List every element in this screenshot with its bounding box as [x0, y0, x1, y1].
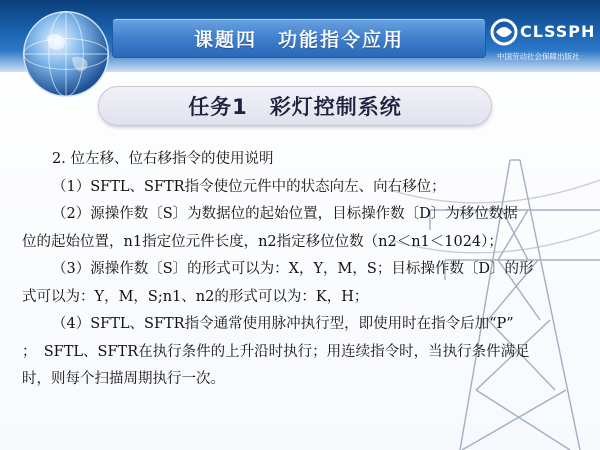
subtitle-bar: [98, 86, 492, 126]
text-line: 位的起始位置，n1指定位元件长度，n2指定移位位数（n2＜n1＜1024）；: [22, 233, 503, 250]
section-heading: 2. 位左移、位右移指令的使用说明: [52, 151, 274, 167]
logo-text: CLSSPH: [520, 22, 596, 41]
publisher-logo: [488, 14, 598, 66]
text-line: （3）源操作数〔S〕的形式可以为：X，Y，M，S；目标操作数〔D〕的形: [52, 261, 534, 277]
text-line: 式可以为：Y，M，S;n1、n2的形式可以为：K，H；: [22, 288, 369, 305]
header-title-box: [112, 18, 486, 58]
text-line: （1）SFTL、SFTR指令使位元件中的状态向左、向右移位；: [52, 178, 446, 195]
page-title: 课题四 功能指令应用: [193, 28, 404, 51]
text-line: （2）源操作数〔S〕为数据位的起始位置，目标操作数〔D〕为移位数据: [52, 206, 518, 222]
logo-subtext: 中国劳动社会保障出版社: [497, 52, 580, 61]
text-line: （4）SFTL、SFTR指令通常使用脉冲执行型，即使用时在指令后加“P”: [52, 316, 514, 332]
text-line: ； SFTL、SFTR在执行条件的上升沿时执行；用连续指令时，当执行条件满足: [22, 343, 530, 360]
globe-icon: [18, 6, 114, 102]
content: [22, 146, 594, 394]
text-line: 时，则每个扫描周期执行一次。: [22, 371, 225, 387]
slide-subtitle: 任务1 彩灯控制系统: [188, 95, 402, 119]
